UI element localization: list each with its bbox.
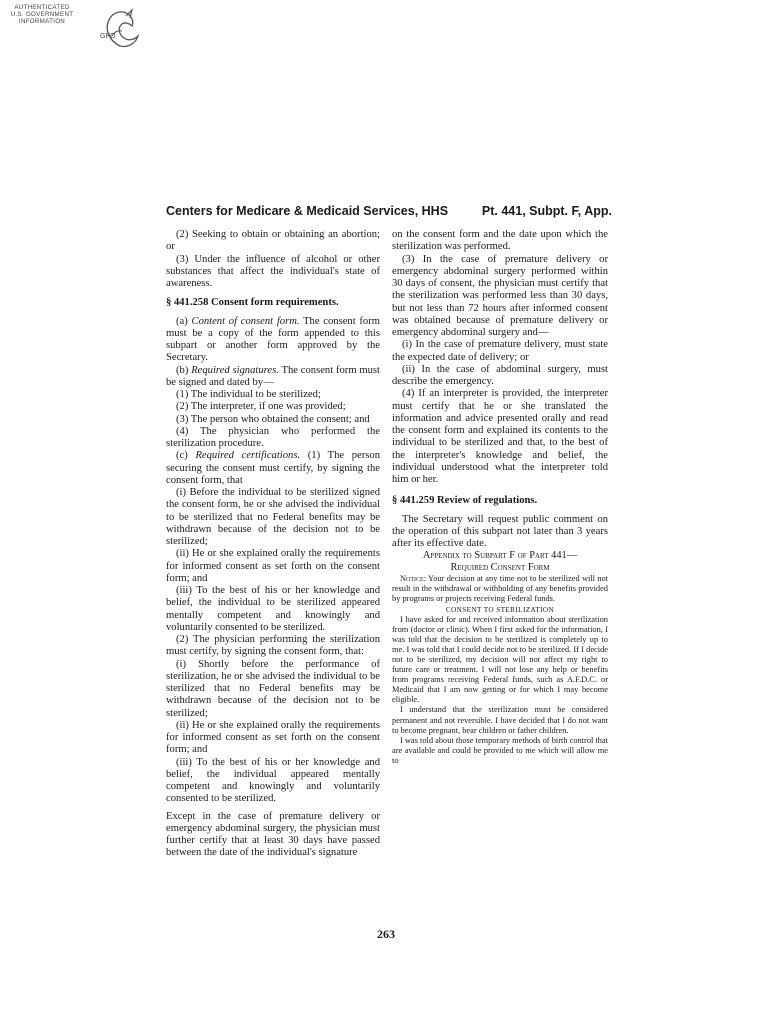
paragraph-label: (b) xyxy=(176,364,192,376)
seal-line: U.S. GOVERNMENT xyxy=(10,11,74,18)
eagle-icon xyxy=(98,6,144,52)
paragraph: (3) The person who obtained the consent; and xyxy=(176,413,370,425)
paragraph: (2) The physician performing the sterilization must certify, by signing the consent form, that: xyxy=(166,634,380,658)
paragraph: (ii) In the case of abdominal surgery, must describe the emergency. xyxy=(392,363,608,387)
consent-paragraph: I understand that the sterilization must be considered permanent and not reversible. I have decided that I do not want to become pregnant, bear children or father children. xyxy=(392,705,608,735)
consent-title: CONSENT TO STERILIZATION xyxy=(445,605,555,614)
paragraph: (ii) He or she explained orally the requirements for informed consent as set forth on the consent form; and xyxy=(166,548,380,584)
section-heading-441-259: § 441.259 Review of regulations. xyxy=(392,495,538,507)
paragraph-c xyxy=(166,450,380,487)
paragraph-text: The consent form must be signed and dated by— xyxy=(166,364,380,388)
appendix-heading xyxy=(392,550,608,574)
paragraph: (iii) To the best of his or her knowledge and belief, the individual appeared mentally competent and knowingly and voluntarily consented to be sterilized. xyxy=(166,756,380,805)
paragraph-heading: Content of consent form. xyxy=(191,315,300,327)
paragraph-heading: Required certifications. xyxy=(195,450,301,462)
seal-text xyxy=(6,4,78,25)
paragraph-label: (a) xyxy=(176,315,192,327)
gpo-authentication-seal xyxy=(6,4,146,56)
appendix-heading-line: Required Consent Form xyxy=(450,562,550,574)
paragraph: (iii) To the best of his or her knowledge and belief, the individual to be sterilized appeared mentally competent and knowingly and voluntarily consented to be sterilized. xyxy=(166,585,380,633)
paragraph: (4) The physician who performed the sterilization procedure. xyxy=(166,425,380,449)
paragraph: (3) Under the influence of alcohol or other substances that affect the individual's state of awareness. xyxy=(166,253,380,289)
section-heading-441-258: § 441.258 Consent form requirements. xyxy=(166,297,339,309)
notice-text: Your decision at any time not to be sterilized will not result in the withdrawal or withholding of any benefits provided by programs or projects receiving Federal funds. xyxy=(392,574,608,604)
notice-paragraph xyxy=(392,574,608,604)
paragraph-text: The consent form must be a copy of the form appended to this subpart or another form approved by the Secretary. xyxy=(166,315,380,364)
header-agency: Centers for Medicare & Medicaid Services, HHS xyxy=(166,204,449,218)
consent-paragraph: I was told about those temporary methods of birth control that are available and could be provided to me which will allow me to xyxy=(392,735,608,765)
paragraph: (4) If an interpreter is provided, the interpreter must certify that he or she translated the information and advice presented orally and read the consent form and explained its contents to the individual to be sterilized and that, to the best of the interpreter's knowledge and belief, the individual understood what the interpreter told him or her. xyxy=(392,388,608,485)
paragraph: The Secretary will request public comment on the operation of this subpart not later than 3 years after its effective date. xyxy=(392,513,608,549)
paragraph-heading: Required signatures. xyxy=(191,364,279,376)
paragraph-a xyxy=(166,316,380,365)
seal-gpo-label: GPO xyxy=(100,33,116,40)
page-number: 263 xyxy=(377,927,395,941)
paragraph: (ii) He or she explained orally the requirements for informed consent as set forth on the consent form; and xyxy=(166,719,380,756)
seal-line: AUTHENTICATED xyxy=(14,4,70,11)
header-part-reference: Pt. 441, Subpt. F, App. xyxy=(481,204,612,218)
paragraph-label: (c) xyxy=(176,450,196,462)
paragraph-b xyxy=(166,365,380,390)
paragraph: Except in the case of premature delivery or emergency abdominal surgery, the physician must further certify that at least 30 days have passed between the date of the individual's signature xyxy=(166,810,380,859)
consent-form xyxy=(392,574,608,766)
paragraph: (i) Shortly before the performance of sterilization, he or she advised the individual to be sterilized that no Federal benefits may be withdrawn because of the decision not to be sterilized; xyxy=(166,658,380,719)
paragraph: (2) The interpreter, if one was provided; xyxy=(176,401,346,413)
seal-line: INFORMATION xyxy=(18,18,66,25)
paragraph: on the consent form and the date upon which the sterilization was performed. xyxy=(392,229,608,253)
right-column xyxy=(392,229,608,766)
notice-label: Notice: xyxy=(400,574,427,584)
appendix-heading-line: Appendix to Subpart F of Part 441— xyxy=(422,550,578,562)
paragraph-text: (1) The person securing the consent must certify, by signing the consent form, that xyxy=(166,450,381,486)
paragraph: (3) In the case of premature delivery or emergency abdominal surgery performed within 30 days of consent, the physician must certify that the sterilization was performed less than 30 days, but not less than 72 hours after informed consent was obtained because of premature delivery or emergency abdominal surgery and— xyxy=(392,253,608,338)
consent-paragraph: I have asked for and received information about sterilization from (doctor or clinic). When I first asked for the information, I was told that the decision to be sterilized is completely up to me. I was told that I could decide not to be sterilized. If I decide not to be sterilized, my decision will not affect my right to future care or treatment. I will not lose any help or benefits from programs receiving Federal funds, such as A.F.D.C. or Medicaid that I am now getting or for which I may become eligible. xyxy=(392,614,608,705)
paragraph: (2) Seeking to obtain or obtaining an abortion; or xyxy=(166,229,380,253)
running-header xyxy=(166,204,612,222)
paragraph: (i) In the case of premature delivery, must state the expected date of delivery; or xyxy=(392,339,608,363)
paragraph: (1) The individual to be sterilized; xyxy=(176,389,321,400)
left-column xyxy=(166,229,380,860)
paragraph: (i) Before the individual to be sterilized signed the consent form, he or she advised the individual to be sterilized that no Federal benefits may be withdrawn because of the decision not to be sterilized; xyxy=(166,487,380,547)
